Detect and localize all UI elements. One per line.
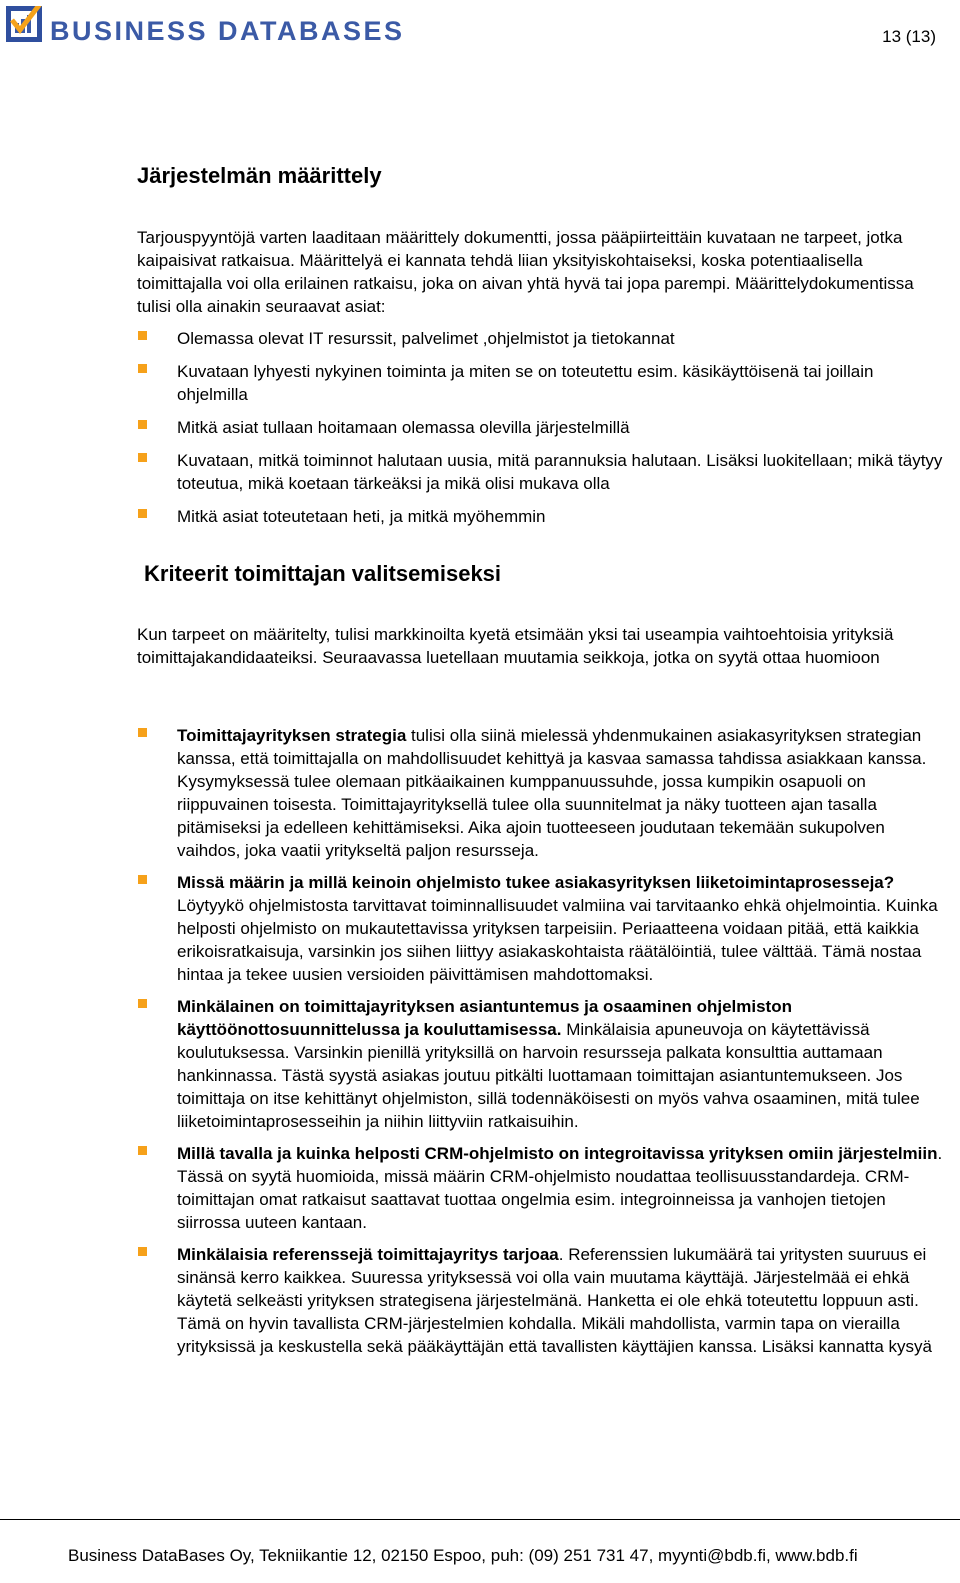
section-title-system-definition: Järjestelmän määrittely [137,163,382,188]
bullet-icon [138,728,147,737]
bullet-icon [138,453,147,462]
list-item [137,327,947,350]
list-item [137,724,947,862]
section1-intro-paragraph: Tarjouspyyntöjä varten laaditaan määrittely dokumentti, jossa pääpiirteittäin kuvataan ne tarpeet, jotka kaipaisivat ratkaisua. Määrittelyä ei kannata tehdä liian yksityiskohtaiseksi, koska potentiaalisella toimittajalla voi olla erilainen ratkaisu, joka on aivan yhtä hyvä tai jopa parempi. Määrittelydokumentissa tulisi olla ainakin seuraavat asiat: [137,228,914,316]
list-item [137,871,947,986]
company-logo [6,6,406,46]
bullet-icon [138,331,147,340]
list-item [137,416,947,439]
list-item-text: Mitkä asiat tullaan hoitamaan olemassa olevilla järjestelmillä [177,418,630,437]
bullet-icon [138,999,147,1008]
bullet-icon [138,1247,147,1256]
page-number: 13 (13) [882,27,936,46]
criterion-heading: Minkälaisia referenssejä toimittajayritys tarjoaa [177,1245,559,1264]
list-item [137,995,947,1133]
list-item [137,1243,947,1358]
criterion-heading: Minkälainen on toimittajayrityksen asiantuntemus ja osaaminen ohjelmiston käyttöönottosuunnittelussa ja kouluttamisessa. [177,997,792,1039]
footer-divider [0,1519,960,1520]
criterion-heading: Millä tavalla ja kuinka helposti CRM-ohjelmisto on integroitavissa yrityksen omiin järjestelmiin [177,1144,938,1163]
criterion-text: tulisi olla siinä mielessä yhdenmukainen asiakasyrityksen strategian kanssa, että toimittajalla on mahdollisuudet kehittyä ja kasvaa samassa tahdissa asiakkaan kanssa. Kysymyksessä tulee olemaan pitkäaikainen kumppanuussuhde, jossa kumpikin osapuoli on riippuvainen toisesta. Toimittajayrityksellä tulee olla suunnitelmat ja näky tuotteen ajan tasalla pitämiseksi ja edelleen kehittämiseksi. Aika ajoin tuotteeseen joudutaan tekemään sukupolven vaihdos, joka vaatii yritykseltä paljon resursseja. [177,726,927,860]
criteria-list [137,724,947,1358]
criterion-text: Minkälaisia apuneuvoja on käytettävissä koulutuksessa. Varsinkin pienillä yrityksillä on harvoin resursseja palkata konsulttia auttamaan hankinnassa. Tästä syystä asiakas joutuu pitkälti luottamaan toimittajan asiantuntemukseen. Jos toimittaja on itse kehittänyt ohjelmiston, sillä todennäköisesti on myös vahva osaaminen, mitä tulee liiketoimintaprosesseihin ja niihin liittyviin ratkaisuihin. [177,1020,920,1131]
list-item-text: Kuvataan, mitkä toiminnot halutaan uusia, mitä parannuksia halutaan. Lisäksi luokitellaan; mikä täytyy toteutua, mikä koetaan tärkeäksi ja mikä olisi mukava olla [177,451,943,493]
list-item [137,505,947,528]
footer-contact: Business DataBases Oy, Tekniikantie 12, 02150 Espoo, puh: (09) 251 731 47, myynti@bdb.fi, www.bdb.fi [68,1546,858,1565]
list-item [137,360,947,406]
requirements-list [137,327,947,528]
criterion-text: . Referenssien lukumäärä tai yritysten suuruus ei sinänsä kerro kaikkea. Suuressa yrityksessä voi olla vain muutama käyttäjä. Järjestelmää ei ehkä käytetä selkeästi yrityksen strategisena järjestelmänä. Hanketta ei ole ehkä toteutettu loppuun asti. Tämä on hyvin tavallista CRM-järjestelmien kohdalla. Mikäli mahdollista, varmin tapa on vierailla yrityksissä ja keskustella sekä pääkäyttäjän että tavallisten käyttäjien kanssa. Lisäksi kannatta kysyä [177,1245,932,1356]
list-item-text: Mitkä asiat toteutetaan heti, ja mitkä myöhemmin [177,507,546,526]
list-item [137,449,947,495]
logo-text: BUSINESS DATABASES [50,16,405,46]
list-item [137,1142,947,1234]
bullet-icon [138,420,147,429]
list-item-text: Kuvataan lyhyesti nykyinen toiminta ja miten se on toteutettu esim. käsikäyttöisenä tai joillain ohjelmilla [177,362,874,404]
section-title-vendor-criteria: Kriteerit toimittajan valitsemiseksi [144,561,502,586]
bullet-icon [138,364,147,373]
bullet-icon [138,875,147,884]
criterion-heading: Missä määrin ja millä keinoin ohjelmisto tukee asiakasyrityksen liiketoimintaprosesseja? [177,873,895,892]
criterion-text: Löytyykö ohjelmistosta tarvittavat toiminnallisuudet valmiina vai tarvitaanko ehkä ohjelmointia. Kuinka helposti ohjelmisto on mukautettavissa yrityksen tarpeisiin. Periaatteena voidaan pitää, että kaikkia erikoisratkaisuja, varsinkin jos siihen liittyy asiakaskohtaista räätälöintiä, tulee välttää. Tämä nostaa hintaa ja tekee uusien versioiden päivittämisen mahdottomaksi. [177,896,938,984]
criterion-text: . Tässä on syytä huomioida, missä määrin CRM-ohjelmisto noudattaa teollisuusstandardeja. CRM-toimittajan omat ratkaisut saattavat tuottaa ongelmia esim. integroinneissa ja vanhojen tietojen siirrossa uuteen kantaan. [177,1144,943,1232]
bullet-icon [138,509,147,518]
bullet-icon [138,1146,147,1155]
list-item-text: Olemassa olevat IT resurssit, palvelimet ,ohjelmistot ja tietokannat [177,329,675,348]
criterion-heading: Toimittajayrityksen strategia [177,726,407,745]
section2-intro-paragraph: Kun tarpeet on määritelty, tulisi markkinoilta kyetä etsimään yksi tai useampia vaihtoehtoisia yrityksiä toimittajakandidaateiksi. Seuraavassa luetellaan muutamia seikkoja, jotka on syytä ottaa huomioon [137,625,894,667]
